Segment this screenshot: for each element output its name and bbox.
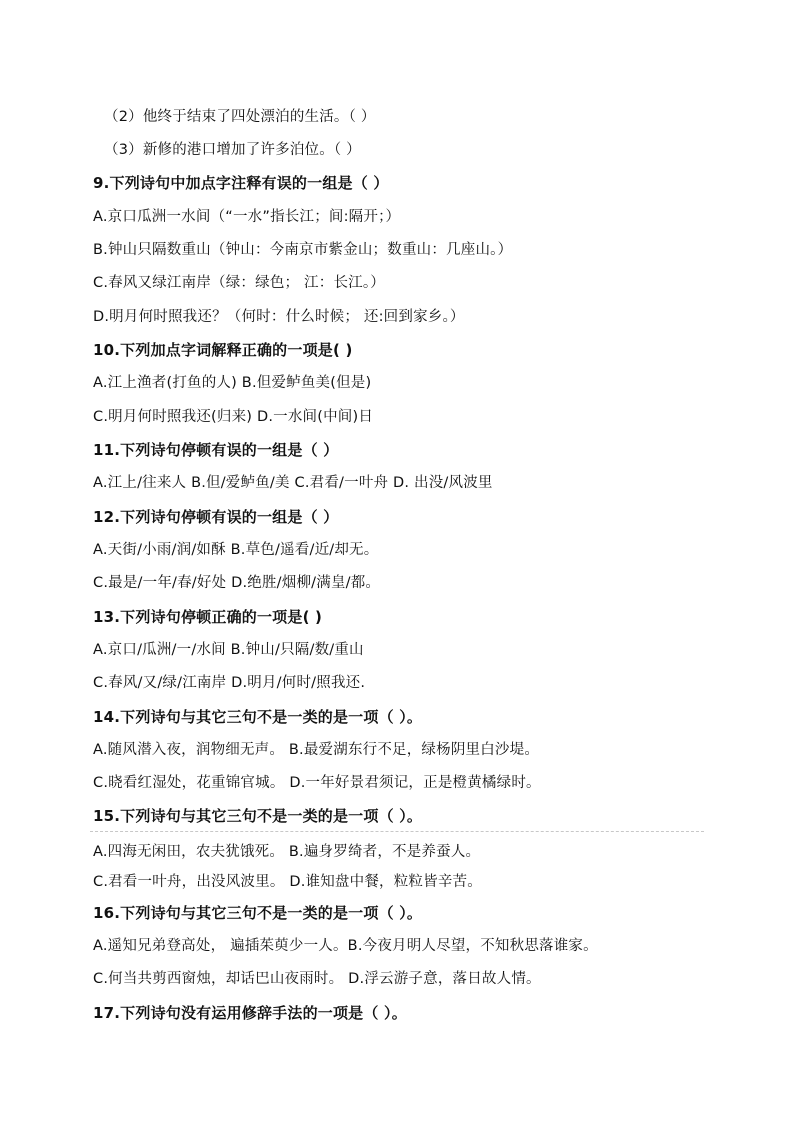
question-9: 9.下列诗句中加点字注释有误的一组是（ ） xyxy=(93,174,389,192)
options-15-ab: A.四海无闲田，农夫犹饿死。 B.遍身罗绮者，不是养蚕人。 xyxy=(93,844,481,860)
sub-item-3: （3）新修的港口增加了许多泊位。（ ） xyxy=(104,142,361,158)
options-10-ab: A.江上渔者(打鱼的人) B.但爱鲈鱼美(但是) xyxy=(93,375,372,391)
question-13: 13.下列诗句停顿正确的一项是( ) xyxy=(93,608,323,626)
options-16-ab: A.遥知兄弟登高处， 遍插茱萸少一人。B.今夜月明人尽望，不知秋思落谁家。 xyxy=(93,938,598,954)
option-9c: C.春风又绿江南岸（绿：绿色； 江：长江。） xyxy=(93,275,385,291)
question-14: 14.下列诗句与其它三句不是一类的是一项（ ）。 xyxy=(93,708,423,726)
options-13-ab: A.京口/瓜洲/一/水间 B.钟山/只隔/数/重山 xyxy=(93,642,364,658)
page-divider xyxy=(90,831,704,832)
question-11: 11.下列诗句停顿有误的一组是（ ） xyxy=(93,441,339,459)
options-14-ab: A.随风潜入夜，润物细无声。 B.最爱湖东行不足，绿杨阴里白沙堤。 xyxy=(93,742,540,758)
options-12-cd: C.最是/一年/春/好处 D.绝胜/烟柳/满皇/都。 xyxy=(93,575,381,591)
question-15: 15.下列诗句与其它三句不是一类的是一项（ ）。 xyxy=(93,807,423,825)
options-13-cd: C.春风/又/绿/江南岸 D.明月/何时/照我还. xyxy=(93,675,366,691)
option-9b: B.钟山只隔数重山（钟山：今南京市紫金山；数重山：几座山。） xyxy=(93,242,513,258)
options-12-ab: A.天街/小雨/润/如酥 B.草色/遥看/近/却无。 xyxy=(93,542,379,558)
option-9d: D.明月何时照我还？（何时：什么时候； 还:回到家乡。） xyxy=(93,309,465,325)
options-16-cd: C.何当共剪西窗烛，却话巴山夜雨时。 D.浮云游子意，落日故人情。 xyxy=(93,971,541,987)
options-10-cd: C.明月何时照我还(归来) D.一水间(中间)日 xyxy=(93,409,374,425)
options-14-cd: C.晓看红湿处，花重锦官城。 D.一年好景君须记，正是橙黄橘绿时。 xyxy=(93,775,541,791)
options-15-cd: C.君看一叶舟，出没风波里。 D.谁知盘中餐，粒粒皆辛苦。 xyxy=(93,874,482,890)
options-11: A.江上/往来人 B.但/爱鲈鱼/美 C.君看/一叶舟 D. 出没/风波里 xyxy=(93,475,493,491)
question-16: 16.下列诗句与其它三句不是一类的是一项（ ）。 xyxy=(93,904,423,922)
question-17: 17.下列诗句没有运用修辞手法的一项是（ ）。 xyxy=(93,1004,407,1022)
sub-item-2: （2）他终于结束了四处漂泊的生活。（ ） xyxy=(104,109,376,125)
question-10: 10.下列加点字词解释正确的一项是( ) xyxy=(93,341,353,359)
option-9a: A.京口瓜洲一水间（“一水”指长江；间:隔开；） xyxy=(93,209,401,225)
question-12: 12.下列诗句停顿有误的一组是（ ） xyxy=(93,508,339,526)
